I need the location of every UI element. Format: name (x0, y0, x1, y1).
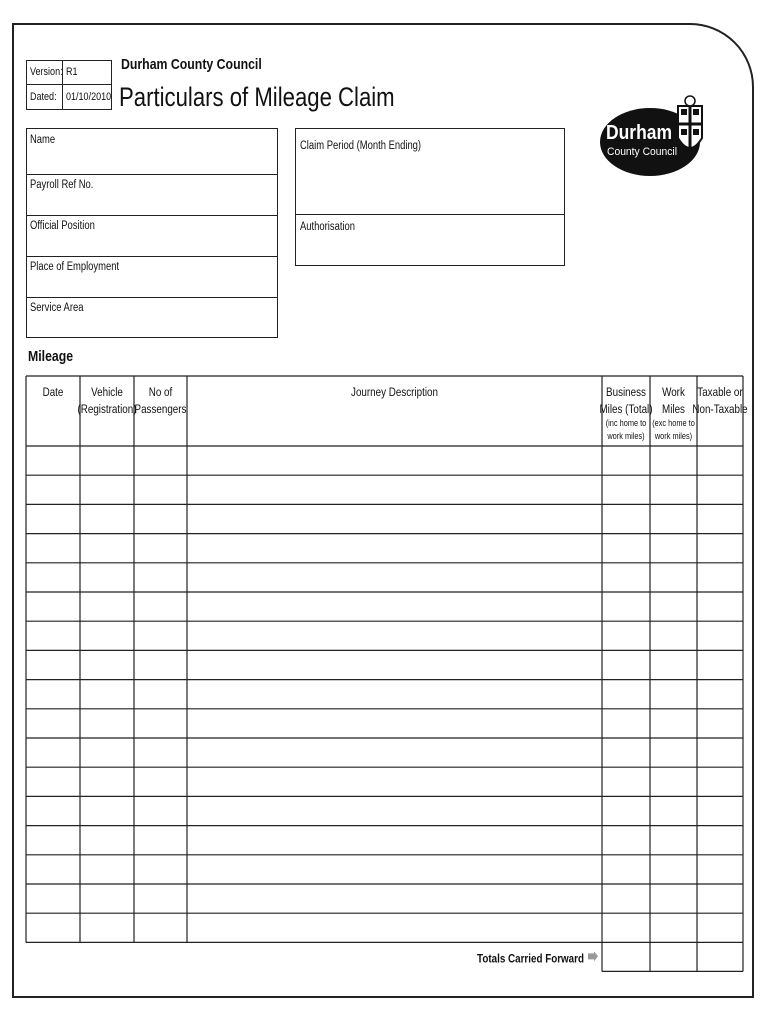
cell-work-miles[interactable] (651, 914, 696, 941)
cell-taxable[interactable] (698, 593, 742, 620)
cell-date[interactable] (27, 681, 79, 708)
cell-work-miles[interactable] (651, 447, 696, 474)
cell-vehicle[interactable] (81, 447, 133, 474)
cell-vehicle[interactable] (81, 739, 133, 766)
column-header-vehicle: (Registration) (77, 403, 137, 417)
cell-date[interactable] (27, 710, 79, 737)
cell-business-miles[interactable] (603, 856, 649, 883)
cell-journey-description[interactable] (188, 505, 601, 532)
cell-business-miles[interactable] (603, 768, 649, 795)
cell-taxable[interactable] (698, 505, 742, 532)
cell-taxable[interactable] (698, 856, 742, 883)
column-header-passengers: No of (148, 386, 173, 400)
cell-journey-description[interactable] (188, 914, 601, 941)
cell-vehicle[interactable] (81, 827, 133, 854)
logo-text-county: County Council (607, 146, 677, 158)
column-subheader-business-miles: (inc home to (605, 418, 647, 429)
column-subheader-work-miles: (exc home to (652, 418, 695, 429)
arrow-right-icon (588, 951, 598, 961)
cell-work-miles[interactable] (651, 505, 696, 532)
cell-date[interactable] (27, 447, 79, 474)
cell-taxable[interactable] (698, 827, 742, 854)
cell-journey-description[interactable] (188, 827, 601, 854)
cell-work-miles[interactable] (651, 710, 696, 737)
cell-business-miles[interactable] (603, 797, 649, 824)
cell-taxable[interactable] (698, 447, 742, 474)
cell-business-miles[interactable] (603, 885, 649, 912)
name-field-label: Name (30, 134, 56, 146)
cell-passengers[interactable] (135, 622, 186, 649)
cell-passengers[interactable] (135, 476, 186, 503)
cell-business-miles[interactable] (603, 710, 649, 737)
cell-journey-description[interactable] (188, 739, 601, 766)
version-label: Version: (30, 66, 63, 78)
cell-journey-description[interactable] (188, 768, 601, 795)
cell-vehicle[interactable] (81, 885, 133, 912)
cell-business-miles[interactable] (603, 681, 649, 708)
cell-taxable[interactable] (698, 564, 742, 591)
cell-journey-description[interactable] (188, 535, 601, 562)
cell-taxable[interactable] (698, 681, 742, 708)
form-title: Particulars of Mileage Claim (119, 82, 395, 112)
claim-period-field-label: Claim Period (Month Ending) (300, 140, 422, 152)
service-area-field-label: Service Area (30, 302, 84, 314)
cell-vehicle[interactable] (81, 564, 133, 591)
cell-date[interactable] (27, 593, 79, 620)
cell-passengers[interactable] (135, 710, 186, 737)
cell-date[interactable] (27, 535, 79, 562)
cell-journey-description[interactable] (188, 885, 601, 912)
place-of-employment-field-label: Place of Employment (30, 261, 120, 273)
cell-taxable[interactable] (698, 768, 742, 795)
cell-business-miles[interactable] (603, 622, 649, 649)
cell-vehicle[interactable] (81, 914, 133, 941)
cell-journey-description[interactable] (188, 476, 601, 503)
cell-journey-description[interactable] (188, 564, 601, 591)
official-position-field-label: Official Position (30, 220, 95, 232)
cell-work-miles[interactable] (651, 739, 696, 766)
cell-business-miles[interactable] (603, 914, 649, 941)
column-header-business-miles: Miles (Total) (599, 403, 653, 417)
total-taxable[interactable] (698, 943, 742, 970)
total-business-miles[interactable] (603, 943, 649, 970)
cell-vehicle[interactable] (81, 535, 133, 562)
cell-taxable[interactable] (698, 739, 742, 766)
cell-work-miles[interactable] (651, 681, 696, 708)
cell-passengers[interactable] (135, 856, 186, 883)
cell-taxable[interactable] (698, 914, 742, 941)
cell-passengers[interactable] (135, 768, 186, 795)
total-work-miles[interactable] (651, 943, 696, 970)
cell-work-miles[interactable] (651, 622, 696, 649)
column-header-passengers: Passengers (134, 403, 187, 417)
cell-vehicle[interactable] (81, 476, 133, 503)
cell-passengers[interactable] (135, 505, 186, 532)
cell-work-miles[interactable] (651, 768, 696, 795)
cell-date[interactable] (27, 651, 79, 678)
cell-journey-description[interactable] (188, 856, 601, 883)
cell-date[interactable] (27, 914, 79, 941)
cell-vehicle[interactable] (81, 797, 133, 824)
cell-date[interactable] (27, 797, 79, 824)
cell-business-miles[interactable] (603, 593, 649, 620)
cell-taxable[interactable] (698, 797, 742, 824)
cell-vehicle[interactable] (81, 710, 133, 737)
column-header-vehicle: Vehicle (91, 386, 123, 400)
totals-carried-forward-label: Totals Carried Forward (477, 952, 585, 966)
cell-work-miles[interactable] (651, 476, 696, 503)
cell-vehicle[interactable] (81, 681, 133, 708)
cell-passengers[interactable] (135, 797, 186, 824)
cell-passengers[interactable] (135, 914, 186, 941)
cell-work-miles[interactable] (651, 797, 696, 824)
cell-business-miles[interactable] (603, 505, 649, 532)
mileage-heading: Mileage (28, 348, 74, 365)
cell-vehicle[interactable] (81, 651, 133, 678)
cell-passengers[interactable] (135, 739, 186, 766)
cell-journey-description[interactable] (188, 447, 601, 474)
payroll-ref-field-label: Payroll Ref No. (30, 179, 94, 191)
cell-vehicle[interactable] (81, 505, 133, 532)
cell-date[interactable] (27, 827, 79, 854)
column-header-business-miles: Business (606, 386, 646, 400)
cell-date[interactable] (27, 885, 79, 912)
cell-business-miles[interactable] (603, 827, 649, 854)
cell-taxable[interactable] (698, 535, 742, 562)
cell-passengers[interactable] (135, 593, 186, 620)
council-name: Durham County Council (121, 56, 262, 73)
cell-date[interactable] (27, 564, 79, 591)
cell-passengers[interactable] (135, 447, 186, 474)
cell-work-miles[interactable] (651, 856, 696, 883)
cell-business-miles[interactable] (603, 739, 649, 766)
column-header-journey-description: Journey Description (351, 386, 438, 400)
cell-date[interactable] (27, 768, 79, 795)
column-header-work-miles: Miles (662, 403, 685, 417)
version-value: R1 (66, 66, 78, 78)
cell-journey-description[interactable] (188, 797, 601, 824)
cell-passengers[interactable] (135, 651, 186, 678)
cell-work-miles[interactable] (651, 535, 696, 562)
cell-business-miles[interactable] (603, 535, 649, 562)
cell-taxable[interactable] (698, 651, 742, 678)
cell-journey-description[interactable] (188, 710, 601, 737)
cell-date[interactable] (27, 856, 79, 883)
logo-text-durham: Durham (606, 122, 672, 144)
cell-passengers[interactable] (135, 535, 186, 562)
dated-label: Dated: (30, 91, 57, 103)
cell-business-miles[interactable] (603, 651, 649, 678)
cell-taxable[interactable] (698, 476, 742, 503)
cell-journey-description[interactable] (188, 651, 601, 678)
cell-business-miles[interactable] (603, 447, 649, 474)
column-subheader-work-miles: work miles) (654, 431, 693, 442)
cell-passengers[interactable] (135, 681, 186, 708)
column-header-date: Date (42, 386, 64, 400)
column-header-taxable: Non-Taxable (692, 403, 748, 417)
column-subheader-business-miles: work miles) (607, 431, 645, 442)
cell-work-miles[interactable] (651, 827, 696, 854)
cell-date[interactable] (27, 739, 79, 766)
authorisation-field-label: Authorisation (300, 221, 356, 233)
cell-journey-description[interactable] (188, 622, 601, 649)
cell-passengers[interactable] (135, 564, 186, 591)
cell-business-miles[interactable] (603, 564, 649, 591)
cell-date[interactable] (27, 505, 79, 532)
column-header-work-miles: Work (662, 386, 685, 400)
cell-journey-description[interactable] (188, 593, 601, 620)
cell-vehicle[interactable] (81, 593, 133, 620)
cell-taxable[interactable] (698, 622, 742, 649)
cell-date[interactable] (27, 622, 79, 649)
cell-work-miles[interactable] (651, 593, 696, 620)
cell-business-miles[interactable] (603, 476, 649, 503)
cell-taxable[interactable] (698, 710, 742, 737)
cell-vehicle[interactable] (81, 768, 133, 795)
cell-passengers[interactable] (135, 885, 186, 912)
cell-vehicle[interactable] (81, 856, 133, 883)
cell-date[interactable] (27, 476, 79, 503)
dated-value: 01/10/2010 (66, 91, 112, 103)
cell-work-miles[interactable] (651, 885, 696, 912)
cell-journey-description[interactable] (188, 681, 601, 708)
cell-work-miles[interactable] (651, 564, 696, 591)
column-header-taxable: Taxable or (697, 386, 743, 400)
cell-passengers[interactable] (135, 827, 186, 854)
cell-taxable[interactable] (698, 885, 742, 912)
cell-work-miles[interactable] (651, 651, 696, 678)
cell-vehicle[interactable] (81, 622, 133, 649)
